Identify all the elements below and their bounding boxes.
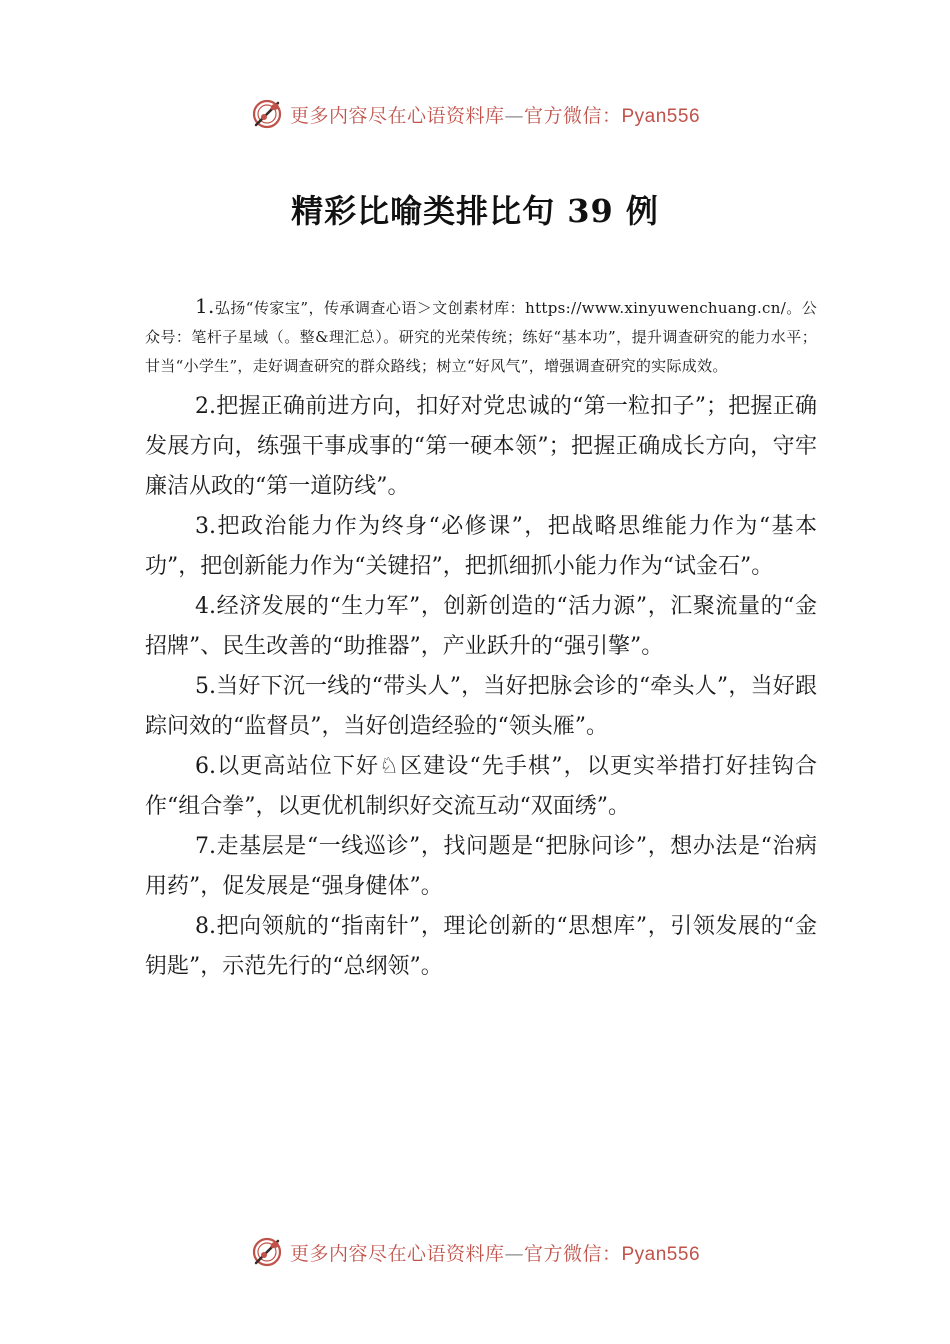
quill-seal-icon bbox=[250, 1235, 284, 1269]
banner-separator: — bbox=[504, 1242, 524, 1265]
paragraph-8: 8.把向领航的“指南针”，理论创新的“思想库”，引领发展的“金钥匙”，示范先行的“总纲领”。 bbox=[145, 914, 817, 979]
document-body bbox=[145, 292, 817, 987]
paragraph-5: 5.当好下沉一线的“带头人”，当好把脉会诊的“牵头人”，当好跟踪问效的“监督员”，当好创造经验的“领头雁”。 bbox=[145, 674, 817, 739]
banner-label: 官方微信： bbox=[523, 1242, 622, 1265]
header-banner bbox=[0, 94, 950, 134]
wechat-id: Pyan556 bbox=[621, 105, 701, 127]
quill-seal-icon bbox=[250, 97, 284, 131]
paragraph-4: 4.经济发展的“生力军”，创新创造的“活力源”，汇聚流量的“金招牌”、民生改善的“助推器”，产业跃升的“强引擎”。 bbox=[145, 594, 817, 659]
paragraph-3: 3.把政治能力作为终身“必修课”，把战略思维能力作为“基本功”，把创新能力作为“关键招”，把抓细抓小能力作为“试金石”。 bbox=[145, 514, 817, 579]
paragraph-text: 弘扬“传家宝”，传承调查心语＞文创素材库：https://www.xinyuwenchuang.cn/。公众号：笔杆子星域（。整&理汇总）。研究的光荣传统；练好“基本功”，提升调查研究的能力水平；甘当“小学生”，走好调查研究的群众路线；树立“好风气”，增强调查研究的实际成效。 bbox=[145, 299, 817, 375]
page-title: 精彩比喻类排比句 39 例 bbox=[291, 192, 659, 230]
paragraph-1 bbox=[145, 292, 817, 381]
paragraph-7: 7.走基层是“一线巡诊”，找问题是“把脉问诊”，想办法是“治病用药”，促发展是“强身健体”。 bbox=[145, 834, 817, 899]
banner-separator: — bbox=[504, 104, 524, 127]
banner-text bbox=[290, 1239, 700, 1266]
wechat-id: Pyan556 bbox=[621, 1243, 701, 1265]
paragraph-number: 1. bbox=[195, 294, 215, 318]
banner-label: 官方微信： bbox=[523, 104, 622, 127]
paragraph-6: 6.以更高站位下好♘区建设“先手棋”，以更实举措打好挂钩合作“组合拳”，以更优机制织好交流互动“双面绣”。 bbox=[145, 754, 817, 819]
banner-slogan: 更多内容尽在心语资料库 bbox=[289, 104, 505, 127]
banner-text bbox=[290, 101, 700, 128]
banner-slogan: 更多内容尽在心语资料库 bbox=[289, 1242, 505, 1265]
footer-banner bbox=[0, 1232, 950, 1272]
paragraph-2: 2.把握正确前进方向，扣好对党忠诚的“第一粒扣子”；把握正确发展方向，练强干事成事的“第一硬本领”；把握正确成长方向，守牢廉洁从政的“第一道防线”。 bbox=[145, 394, 817, 499]
